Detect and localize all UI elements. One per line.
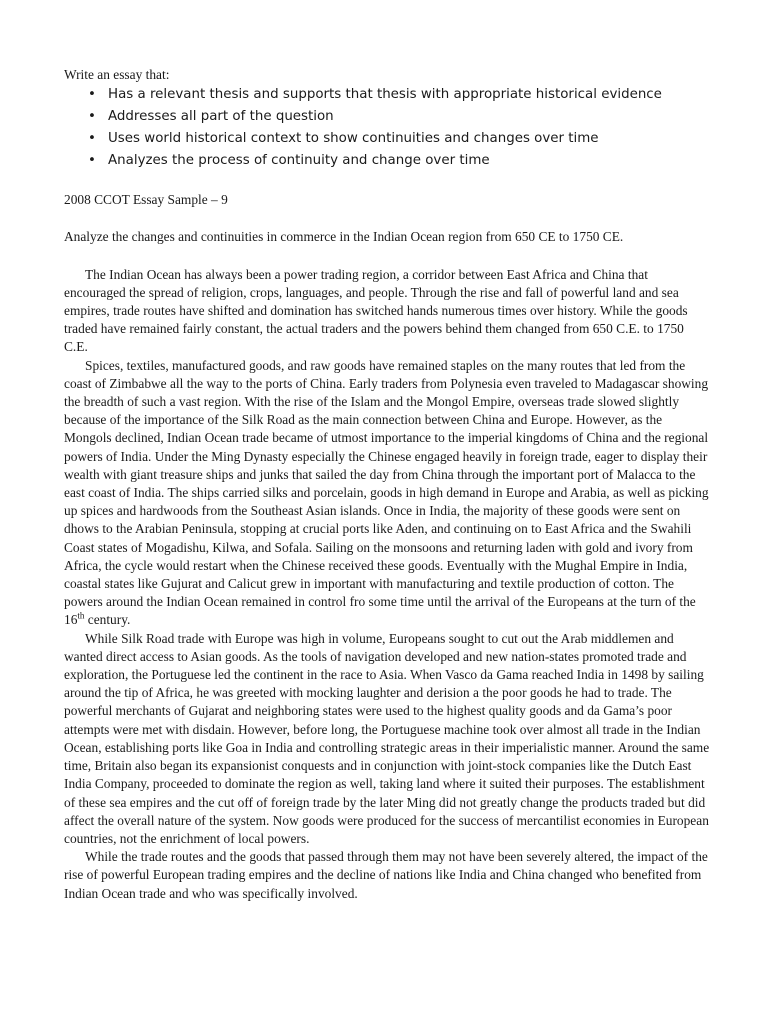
essay-paragraph-1: The Indian Ocean has always been a power trading region, a corridor between East Africa and China that encouraged the spread of religion, crops, languages, and people. Through the rise and fall of powerful land and sea empires, trade routes have shifted and domination has switched hands numerous times over history. While the goods traded have remained fairly constant, the actual traders and the powers behind them changed from 650 C.E. to 1750 C.E. [64, 266, 688, 355]
ordinal-suffix: th [77, 611, 85, 621]
bullet-icon: • [88, 131, 96, 147]
essay-paragraph-2 [64, 357, 710, 630]
list-item [64, 150, 710, 172]
essay-paragraph-2-end: century. [84, 612, 131, 628]
bullet-text: Has a relevant thesis and supports that thesis with appropriate historical evidence [108, 87, 662, 103]
instructions-heading: Write an essay that: [64, 67, 170, 82]
bullet-text: Uses world historical context to show continuities and changes over time [108, 131, 599, 147]
essay-question: Analyze the changes and continuities in commerce in the Indian Ocean region from 650 CE to 1750 CE. [64, 229, 624, 245]
list-item [64, 106, 710, 128]
essay-body [64, 266, 710, 903]
sample-title: 2008 CCOT Essay Sample – 9 [64, 192, 228, 208]
essay-paragraph-3: While Silk Road trade with Europe was high in volume, Europeans sought to cut out the Arab middlemen and wanted direct access to Asian goods. As the tools of navigation developed and new nation-states promoted trade and exploration, the Portuguese led the continent in the race to Asia. When Vasco da Gama reached India in 1498 by sailing around the tip of Africa, he was greeted with mocking laughter and derision a the poor goods he had to trade. The powerful merchants of Gujarat and neighboring states were used to the highest quality goods and da Gama’s poor attempts were met with disdain. However, before long, the Portuguese machine took over almost all trade in the Indian Ocean, establishing ports like Goa in India and controlling strategic areas in their imperialistic manner. Around the same time, Britain also began its expansionist conquests and in conjunction with joint-stock companies like the Dutch East India Company, proceeded to dominate the region as well, taking land where it suited their purposes. The establishment of these sea empires and the cut off of foreign trade by the later Ming did not greatly change the products traded but did affect the overall nature of the system. Now goods were produced for the success of mercantilist economies in European countries, not the enrichment of local powers. [64, 630, 710, 846]
bullet-icon: • [88, 87, 96, 103]
bullet-icon: • [88, 109, 96, 125]
bullet-icon: • [88, 153, 96, 169]
list-item [64, 128, 710, 150]
instructions-list [64, 84, 710, 172]
essay-paragraph-4: While the trade routes and the goods that passed through them may not have been severely altered, the impact of the rise of powerful European trading empires and the decline of nations like India and China changed who benefited from Indian Ocean trade and who was specifically involved. [64, 849, 708, 901]
document-page [64, 66, 710, 903]
list-item [64, 84, 710, 106]
bullet-text: Analyzes the process of continuity and change over time [108, 153, 490, 169]
bullet-text: Addresses all part of the question [108, 109, 334, 125]
essay-paragraph-2-text: Spices, textiles, manufactured goods, and raw goods have remained staples on the many routes that led from the coast of Zimbabwe all the way to the ports of China. Early traders from Polynesia even traveled to Madagascar showing the breadth of such a vast region. With the rise of the Islam and the Mongol Empire, overseas trade slowed slightly because of the importance of the Silk Road as the main connection between China and Europe. However, as the Mongols declined, Indian Ocean trade became of utmost importance to the imperial kingdoms of China and the regional powers of India. Under the Ming Dynasty especially the Chinese engaged heavily in foreign trade, eager to display their wealth with giant treasure ships and junks that sailed the day from China through the important port of Malacca to the east coast of India. The ships carried silks and porcelain, goods in high demand in Europe and Arabia, as well as picking up spices and hardwoods from the Southeast Asian islands. Once in India, the majority of these goods were sent on dhows to the Arabian Peninsula, stopping at crucial ports like Aden, and continuing on to East Africa and the Swahili Coast states of Mogadishu, Kilwa, and Sofala. Sailing on the monsoons and returning laden with gold and ivory from Africa, the cycle would restart when the Chinese received these goods. Eventually with the Mughal Empire in India, coastal states like Gujurat and Calicut grew in important with manufacturing and textile production of cotton. The powers around the Indian Ocean remained in control fro some time until the arrival of the Europeans at the turn of the 16 [64, 357, 709, 628]
